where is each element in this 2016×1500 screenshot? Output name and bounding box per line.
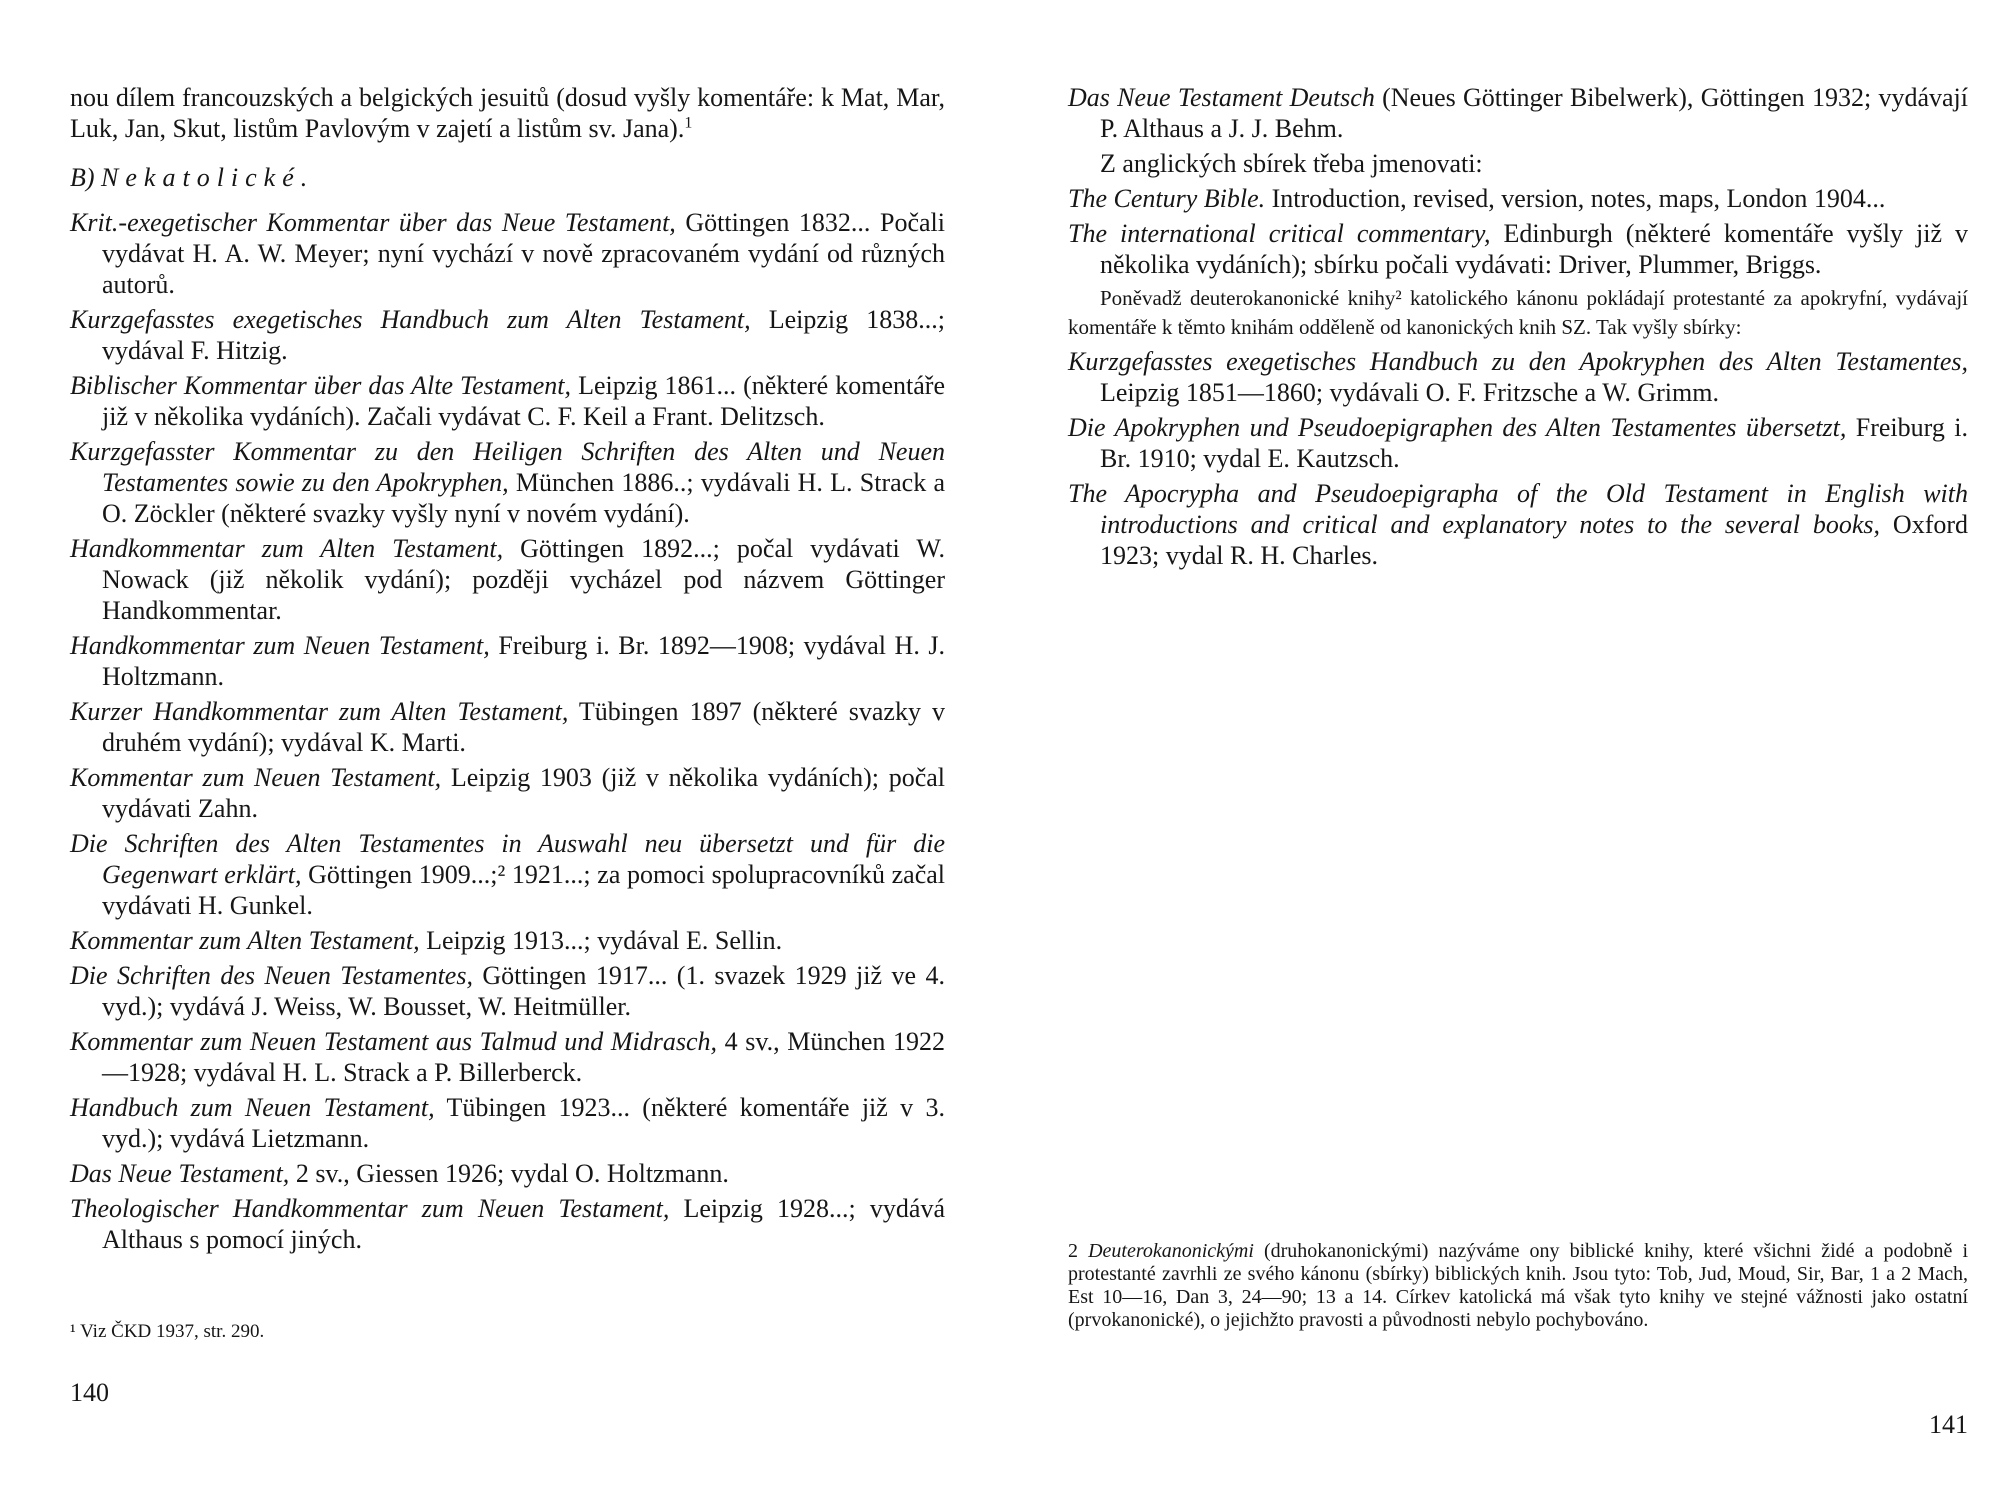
entry-title: Krit.-exegetischer Kommentar über das Neue Testament, — [70, 208, 676, 237]
entry-text: Leipzig 1851—1860; vydávali O. F. Fritzsche a W. Grimm. — [1100, 378, 1719, 407]
entry-text: Tübingen 1923... (některé komentáře již v 3. vyd.); vydává Lietzmann. — [102, 1093, 945, 1153]
entry-text: Leipzig 1838...; vydával F. Hitzig. — [102, 305, 945, 365]
footnote-number: 2 — [1068, 1240, 1078, 1262]
list-entry — [70, 533, 945, 626]
entry-title: Theologischer Handkommentar zum Neuen Testament, — [70, 1194, 670, 1223]
list-entry — [70, 925, 945, 956]
english-list — [1068, 183, 1968, 280]
entry-text: Introduction, revised, version, notes, maps, London 1904... — [1265, 184, 1886, 213]
footnote-term: Deuterokanonickými — [1088, 1240, 1254, 1262]
entry-title: Kommentar zum Neuen Testament, — [70, 763, 442, 792]
entry-text: 2 sv., Giessen 1926; vydal O. Holtzmann. — [289, 1159, 729, 1188]
english-intro: Z anglických sbírek třeba jmenovati: — [1100, 149, 1483, 178]
page-number-left: 140 — [70, 1378, 109, 1407]
list-entry — [1068, 412, 1968, 474]
entry-text: Göttingen 1909...;² 1921...; za pomoci spolupracovníků začal vydávati H. Gunkel. — [102, 860, 946, 920]
list-entry — [70, 304, 945, 366]
list-entry — [1068, 218, 1968, 280]
list-entry — [70, 370, 945, 432]
apocrypha-list — [1068, 346, 1968, 571]
entry-title: The Century Bible. — [1068, 184, 1266, 213]
list-entry — [70, 436, 945, 529]
list-entry — [1068, 346, 1968, 408]
entry-title: Biblischer Kommentar über das Alte Testament, — [70, 371, 572, 400]
entry-title: Kurzgefasstes exegetisches Handbuch zu den Apokryphen des Alten Testamentes, — [1068, 347, 1968, 376]
entry-title: Kurzgefasstes exegetisches Handbuch zum Alten Testament, — [70, 305, 751, 334]
list-entry — [70, 828, 945, 921]
section-prefix: B) — [70, 163, 95, 192]
footnote-ref: 1 — [684, 114, 693, 132]
entry-text: Göttingen 1917... (1. svazek 1929 již ve 4. vyd.); vydává J. Weiss, W. Bousset, W. Heitmüller. — [102, 961, 945, 1021]
page-number-right: 141 — [1929, 1410, 1968, 1439]
entry-text: Leipzig 1913...; vydával E. Sellin. — [419, 926, 783, 955]
list-entry — [70, 1026, 945, 1088]
list-entry — [70, 762, 945, 824]
entry-title: Das Neue Testament Deutsch — [1068, 83, 1375, 112]
entry-title: Das Neue Testament, — [70, 1159, 290, 1188]
entry-title: The international critical commentary, — [1068, 219, 1491, 248]
entry-text: Oxford 1923; vydal R. H. Charles. — [1100, 510, 1969, 570]
entry-title: Die Apokryphen und Pseudoepigraphen des Alten Testamentes übersetzt, — [1068, 413, 1847, 442]
entry-title: Die Schriften des Alten Testamentes in Auswahl neu übersetzt und für die Gegenwart erklärt, — [70, 829, 945, 889]
list-entry — [70, 1092, 945, 1154]
entry-text: Göttingen 1892...; počal vydávati W. Nowack (již několik vydání); později vycházel pod názvem Göttinger Handkommentar. — [102, 534, 945, 625]
right-footnote — [1068, 1240, 1968, 1332]
right-page — [1068, 0, 1968, 1500]
left-footnote: ¹ Viz ČKD 1937, str. 290. — [70, 1321, 265, 1342]
entry-text: Göttingen 1832... Počali vydávat H. A. W. Meyer; nyní vychází v nově zpracovaném vydání od různých autorů. — [102, 208, 945, 299]
entry-text: Leipzig 1928...; vydává Althaus s pomocí jiných. — [102, 1194, 945, 1254]
list-entry — [1068, 82, 1968, 144]
intro-text: nou dílem francouzských a belgických jesuitů (dosud vyšly komentáře: k Mat, Mar, Luk, Jan, Skut, listům Pavlovým v zajetí a listům sv. Jana). — [70, 83, 945, 143]
intro-paragraph — [70, 82, 945, 144]
list-entry — [1068, 183, 1968, 214]
list-entry — [70, 207, 945, 300]
list-entry — [70, 630, 945, 692]
commentary-list — [70, 207, 945, 1255]
entry-text: Freiburg i. Br. 1910; vydal E. Kautzsch. — [1100, 413, 1969, 473]
list-entry — [70, 1158, 945, 1189]
list-entry — [70, 1193, 945, 1255]
section-title: Nekatolické. — [101, 163, 315, 192]
right-column — [1068, 82, 1968, 575]
list-entry — [70, 960, 945, 1022]
entry-title: Kommentar zum Neuen Testament aus Talmud und Midrasch, — [70, 1027, 718, 1056]
entry-text: München 1886..; vydávali H. L. Strack a O. Zöckler (některé svazky vyšly nyní v novém vydání). — [102, 468, 945, 528]
entry-title: Die Schriften des Neuen Testamentes, — [70, 961, 473, 990]
entry-title: Handkommentar zum Neuen Testament, — [70, 631, 490, 660]
entry-text: 4 sv., München 1922—1928; vydával H. L. Strack a P. Billerberck. — [102, 1027, 945, 1087]
footnote-text: (druhokanonickými) nazýváme ony biblické knihy, které všichni židé a podobně i protestanté zavrhli ze svého kánonu (sbírky) biblických knih. Jsou tyto: Tob, Jud, Moud, Sir, Bar, 1 a 2 Mach, Est 10—16, Dan 3, 24—90; 13 a 14. Církev katolická má však tyto knihy ve stejné vážnosti jako ostatní (prvokanonické), o jejichžto pravosti a původnosti nebylo pochybováno. — [1068, 1240, 1969, 1331]
list-entry — [1068, 478, 1968, 571]
entry-text: Tübingen 1897 (některé svazky v druhém vydání); vydával K. Marti. — [102, 697, 945, 757]
entry-text: Leipzig 1861... (některé komentáře již v několika vydáních). Začali vydávat C. F. Keil a Frant. Delitzsch. — [102, 371, 945, 431]
left-page — [70, 0, 945, 1500]
entry-title: Kurzer Handkommentar zum Alten Testament, — [70, 697, 569, 726]
left-column — [70, 82, 945, 1259]
entry-title: Kurzgefasster Kommentar zu den Heiligen Schriften des Alten und Neuen Testamentes sowie zu den Apokryphen, — [70, 437, 945, 497]
entry-title: Kommentar zum Alten Testament, — [70, 926, 420, 955]
entry-title: Handkommentar zum Alten Testament, — [70, 534, 504, 563]
entry-text: Leipzig 1903 (již v několika vydáních); počal vydávati Zahn. — [102, 763, 945, 823]
entry-title: The Apocrypha and Pseudoepigrapha of the Old Testament in English with introductions and critical and explanatory notes to the several books, — [1068, 479, 1968, 539]
entry-title: Handbuch zum Neuen Testament, — [70, 1093, 435, 1122]
entry-text: (Neues Göttinger Bibelwerk), Göttingen 1932; vydávají P. Althaus a J. J. Behm. — [1100, 83, 1968, 143]
deuterocanonical-paragraph: Poněvadž deuterokanonické knihy² katolického kánonu pokládají protestanté za apokryfní, vydávají komentáře k těmto knihám odděleně od kanonických knih SZ. Tak vyšly sbírky: — [1068, 286, 1968, 339]
entry-text: Freiburg i. Br. 1892—1908; vydával H. J. Holtzmann. — [102, 631, 946, 691]
section-heading — [70, 162, 945, 193]
entry-text: Edinburgh (některé komentáře vyšly již v několika vydáních); sbírku počali vydávati: Driver, Plummer, Briggs. — [1100, 219, 1968, 279]
list-entry — [70, 696, 945, 758]
